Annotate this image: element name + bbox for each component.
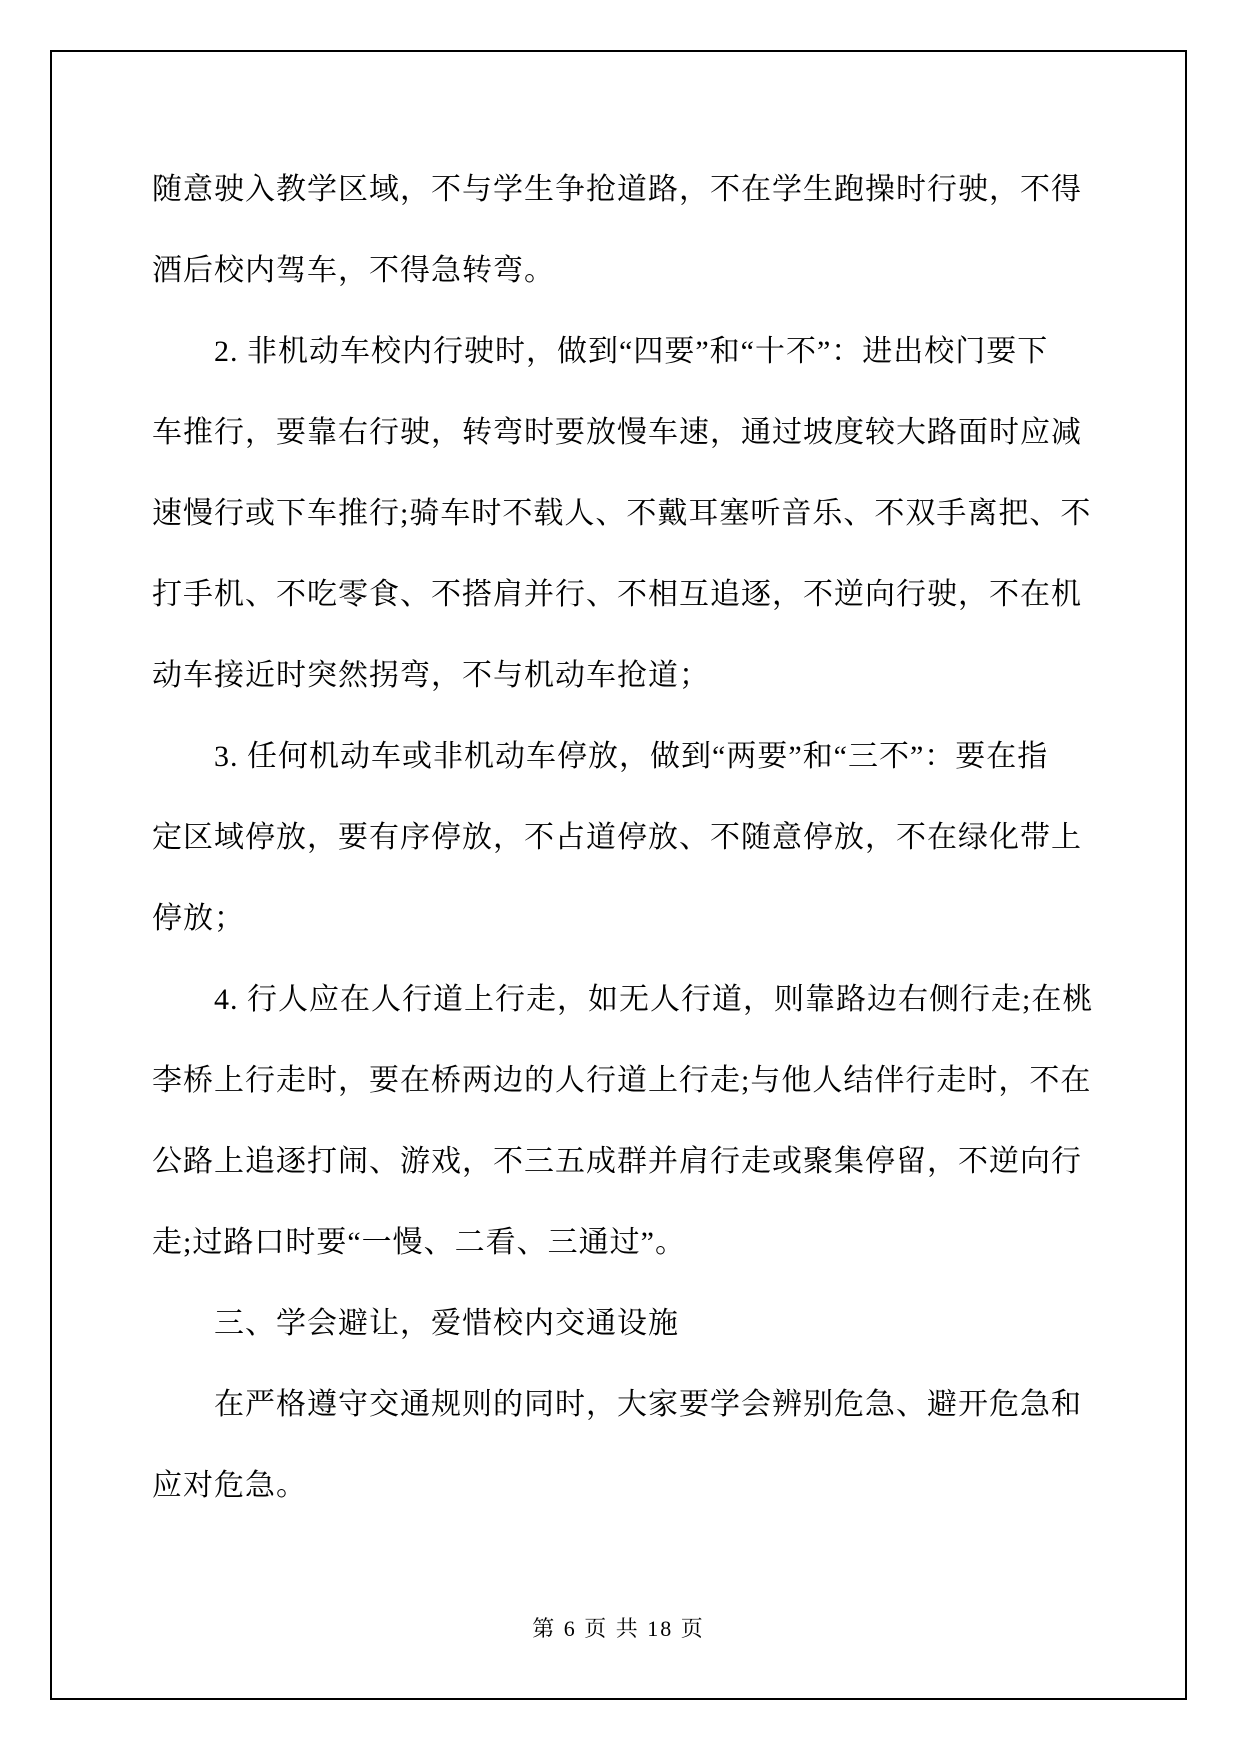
section-heading: 三、学会避让，爱惜校内交通设施 (214, 1307, 679, 1340)
body-line: 在严格遵守交通规则的同时，大家要学会辨别危急、避开危急和 (214, 1388, 1082, 1421)
body-line: 打手机、不吃零食、不搭肩并行、不相互追逐，不逆向行驶，不在机 (152, 578, 1082, 611)
body-line: 随意驶入教学区域，不与学生争抢道路，不在学生跑操时行驶，不得 (152, 173, 1082, 206)
body-line-item-4: 4. 行人应在人行道上行走，如无人行道，则靠路边右侧行走;在桃 (214, 983, 1094, 1016)
page-number-label: 第 6 页 共 18 页 (532, 1616, 705, 1641)
body-line: 定区域停放，要有序停放，不占道停放、不随意停放，不在绿化带上 (152, 821, 1082, 854)
body-line: 速慢行或下车推行;骑车时不载人、不戴耳塞听音乐、不双手离把、不 (152, 497, 1092, 530)
document-body (152, 149, 1094, 1526)
body-line: 动车接近时突然拐弯，不与机动车抢道； (152, 659, 710, 692)
page-footer (52, 1612, 1185, 1643)
body-line: 走;过路口时要“一慢、二看、三通过”。 (152, 1226, 686, 1259)
body-line: 停放； (152, 902, 245, 935)
body-line: 酒后校内驾车，不得急转弯。 (152, 254, 555, 287)
body-line-item-2: 2. 非机动车校内行驶时，做到“四要”和“十不”：进出校门要下 (214, 335, 1049, 368)
body-line: 应对危急。 (152, 1469, 307, 1502)
body-line: 李桥上行走时，要在桥两边的人行道上行走;与他人结伴行走时，不在 (152, 1064, 1092, 1097)
body-line: 公路上追逐打闹、游戏，不三五成群并肩行走或聚集停留，不逆向行 (152, 1145, 1082, 1178)
body-line: 车推行，要靠右行驶，转弯时要放慢车速，通过坡度较大路面时应减 (152, 416, 1082, 449)
page-border (50, 50, 1187, 1700)
body-line-item-3: 3. 任何机动车或非机动车停放，做到“两要”和“三不”：要在指 (214, 740, 1049, 773)
